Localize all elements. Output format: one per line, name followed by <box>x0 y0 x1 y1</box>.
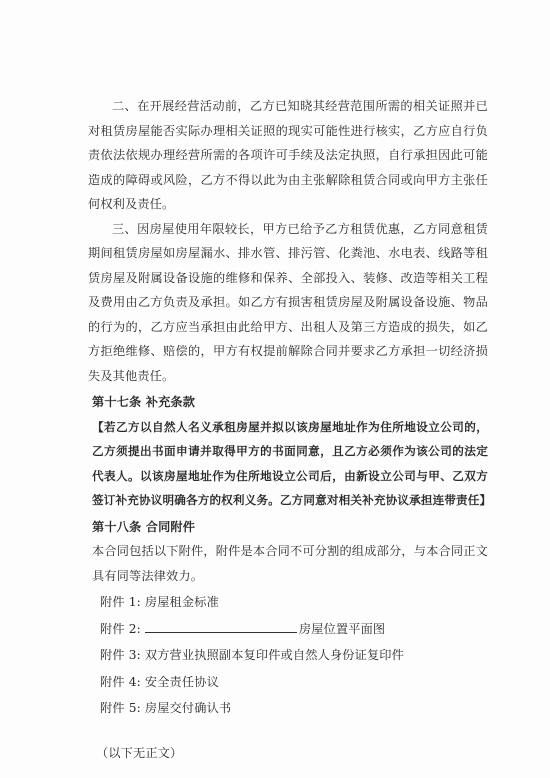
article-18-body: 本合同包括以下附件，附件是本合同不可分割的组成部分，与本合同正文具有同等法律效力。 <box>92 544 488 583</box>
attachment-1: 附件 1: 房屋租金标准 <box>100 595 219 609</box>
clause-3-paragraph: 三、因房屋使用年限较长，甲方已给予乙方租赁优惠，乙方同意租赁期间租赁房屋如房屋漏水、排水管、排污管、化粪池、水电表、线路等租赁房屋及附属设备设施的维修和保养、全部投入、装修、改造等相关工程及费用由乙方负责及承担。如乙方有损害租赁房屋及附属设备设施、物品的行为的，乙方应当承担由此给甲方、出租人及第三方造成的损失，如乙方拒绝维修、赔偿的，甲方有权提前解除合同并要求乙方承担一切经济损失及其他责任。 <box>88 221 488 383</box>
attachment-2-prefix: 附件 2: <box>100 621 145 636</box>
article-17-body: 【若乙方以自然人名义承租房屋并拟以该房屋地址作为住所地设立公司的，乙方须提出书面申请并取得甲方的书面同意，且乙方必须作为该公司的法定代表人。以该房屋地址作为住所地设立公司后，由新设立公司与甲、乙双方签订补充协议明确各方的权利义务。乙方同意对相关补充协议承担连带责任】 <box>92 419 492 507</box>
article-17-heading: 第十七条 补充条款 <box>92 395 196 409</box>
end-of-text-note: （以下无正文） <box>96 745 183 760</box>
attachment-2 <box>88 617 488 642</box>
article-18-heading: 第十八条 合同附件 <box>92 519 196 534</box>
clause-2-paragraph: 二、在开展经营活动前，乙方已知晓其经营范围所需的相关证照并已对租赁房屋能否实际办理相关证照的现实可能性进行核实，乙方应自行负责依法依规办理经营所需的各项许可手续及法定执照，自行承担因此可能造成的障碍或风险，乙方不得以此为由主张解除租赁合同或向甲方主张任何权利及责任。 <box>88 99 488 211</box>
document-body <box>88 94 492 765</box>
attachment-5: 附件 5: 房屋交付确认书 <box>100 701 232 715</box>
attachment-2-suffix: 房屋位置平面图 <box>298 621 386 636</box>
attachment-2-blank <box>145 619 297 633</box>
attachment-3: 附件 3: 双方营业执照副本复印件或自然人身份证复印件 <box>100 648 404 662</box>
attachment-list <box>88 590 488 721</box>
attachment-4: 附件 4: 安全责任协议 <box>100 674 219 689</box>
